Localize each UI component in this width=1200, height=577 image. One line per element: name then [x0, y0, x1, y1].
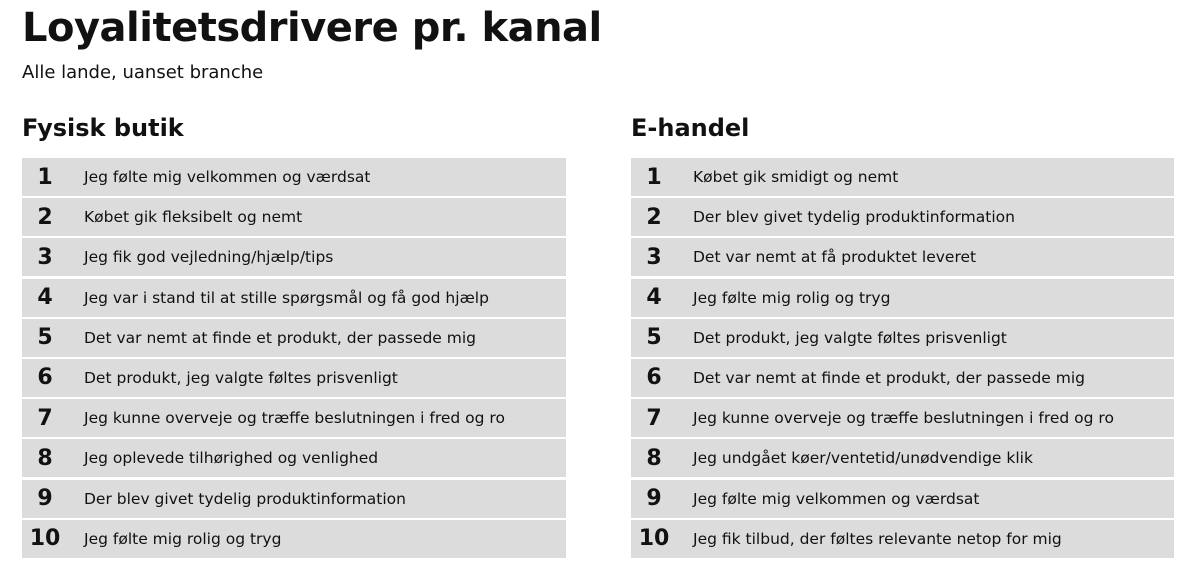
ranking-row	[631, 198, 1174, 236]
driver-text: Jeg fik god vejledning/hjælp/tips	[84, 248, 334, 267]
ranking-row	[631, 520, 1174, 558]
driver-text: Jeg følte mig rolig og tryg	[84, 529, 282, 548]
driver-text: Jeg følte mig velkommen og værdsat	[84, 168, 371, 186]
driver-text: Jeg følte mig rolig og tryg	[693, 288, 891, 307]
ranking-row	[22, 439, 566, 477]
page-subtitle: Alle lande, uanset branche	[22, 62, 264, 83]
ranking-row	[22, 238, 566, 276]
rank-number: 7	[37, 405, 53, 431]
rank-number: 3	[646, 244, 662, 270]
driver-text: Jeg oplevede tilhørighed og venlighed	[84, 449, 379, 468]
ranking-row	[22, 198, 566, 236]
ranking-row	[631, 399, 1174, 437]
driver-text: Det var nemt at finde et produkt, der passede mig	[693, 368, 1086, 387]
ranking-row	[22, 399, 566, 437]
ranking-row	[22, 480, 566, 518]
ranking-row	[22, 520, 566, 558]
driver-text: Det produkt, jeg valgte føltes prisvenligt	[693, 328, 1007, 347]
page-title: Loyalitetsdrivere pr. kanal	[22, 5, 602, 51]
driver-text: Det var nemt at finde et produkt, der passede mig	[84, 328, 477, 347]
ranking-row	[631, 359, 1174, 397]
rank-number: 1	[37, 164, 53, 190]
rank-number: 6	[646, 365, 662, 391]
driver-text: Det produkt, jeg valgte føltes prisvenligt	[84, 368, 398, 387]
driver-text: Der blev givet tydelig produktinformation	[693, 208, 1015, 227]
ranking-row	[22, 319, 566, 357]
rank-number: 9	[646, 486, 662, 511]
physical-store-heading: Fysisk butik	[22, 114, 184, 142]
rank-number: 3	[37, 244, 53, 270]
ranking-row	[22, 359, 566, 397]
ranking-row	[631, 238, 1174, 276]
ranking-row	[631, 439, 1174, 477]
rank-number: 2	[37, 204, 53, 230]
physical-store-column	[22, 112, 566, 560]
rank-number: 9	[37, 486, 53, 511]
rank-number: 4	[37, 285, 53, 311]
ecommerce-column	[631, 112, 1174, 560]
ecommerce-heading: E-handel	[631, 114, 750, 142]
driver-text: Jeg var i stand til at stille spørgsmål og få god hjælp	[84, 288, 489, 307]
rank-number: 7	[646, 405, 662, 431]
rank-number: 5	[646, 325, 662, 351]
driver-text: Købet gik fleksibelt og nemt	[84, 208, 303, 227]
rank-number: 5	[37, 325, 53, 351]
ranking-row	[631, 319, 1174, 357]
ranking-row	[22, 279, 566, 317]
driver-text: Jeg fik tilbud, der føltes relevante netop for mig	[693, 529, 1062, 548]
driver-text: Jeg kunne overveje og træffe beslutningen i fred og ro	[693, 409, 1114, 428]
physical-store-ranking-list	[22, 158, 566, 558]
driver-text: Der blev givet tydelig produktinformation	[84, 489, 406, 508]
ranking-row	[631, 279, 1174, 317]
driver-text: Købet gik smidigt og nemt	[693, 168, 899, 186]
driver-text: Jeg undgået køer/ventetid/unødvendige klik	[693, 449, 1033, 468]
rank-number: 4	[646, 285, 662, 311]
rank-number: 10	[638, 526, 670, 552]
driver-text: Det var nemt at få produktet leveret	[693, 248, 977, 267]
rank-number: 8	[37, 445, 53, 471]
rank-number: 2	[646, 204, 662, 230]
rank-number: 10	[29, 526, 61, 552]
ecommerce-ranking-list	[631, 158, 1174, 558]
rank-number: 1	[646, 164, 662, 190]
driver-text: Jeg kunne overveje og træffe beslutningen i fred og ro	[84, 409, 505, 428]
rank-number: 8	[646, 445, 662, 471]
driver-text: Jeg følte mig velkommen og værdsat	[693, 489, 980, 508]
ranking-row	[631, 480, 1174, 518]
ranking-row	[22, 158, 566, 196]
ranking-row	[631, 158, 1174, 196]
rank-number: 6	[37, 365, 53, 391]
